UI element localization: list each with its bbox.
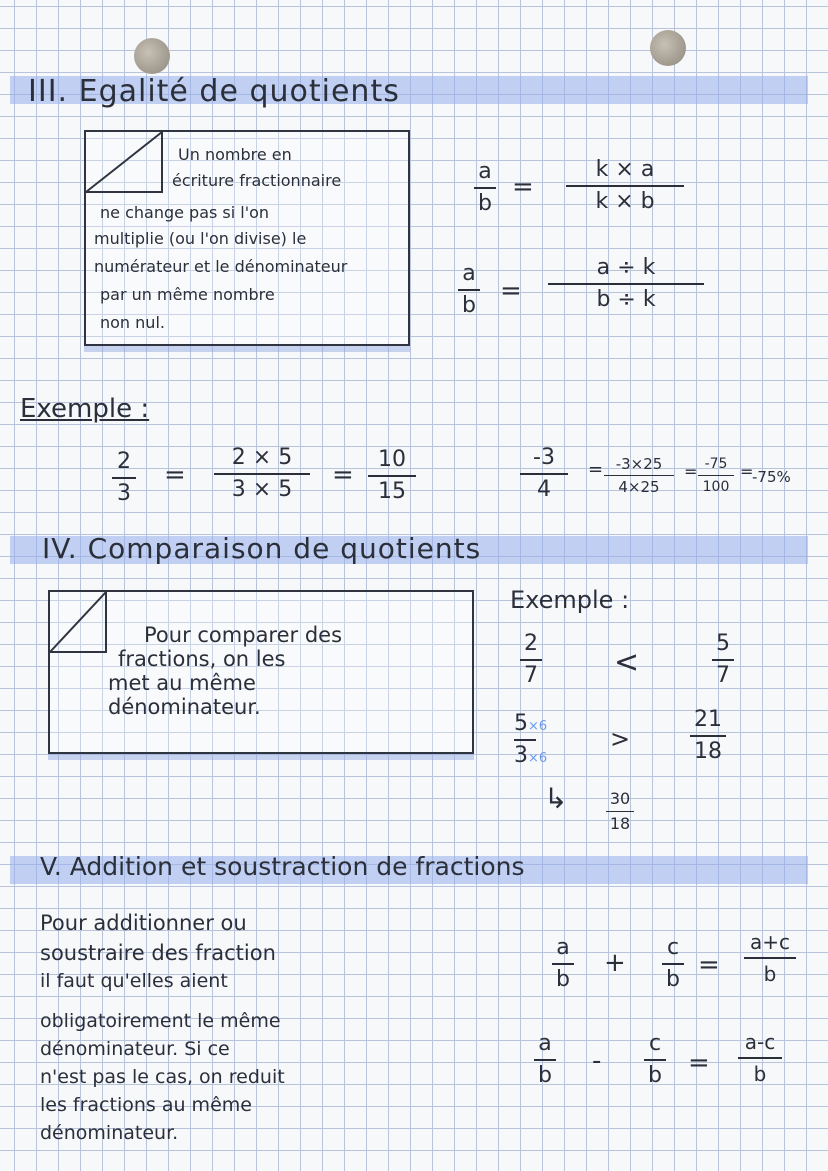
- rule-line: dénominateur.: [108, 695, 261, 719]
- rule-line: obligatoirement le même: [40, 1010, 281, 1032]
- fraction-minus3-4: -3 4: [520, 446, 568, 502]
- fraction-5-7: 5 7: [712, 632, 734, 688]
- fraction-a-over-b: a b: [458, 262, 480, 318]
- rule-box-egalite: [84, 130, 410, 346]
- rule-line: par un même nombre: [100, 285, 275, 304]
- fraction-a-plus-c-over-b: a+c b: [744, 930, 796, 986]
- multiplier-note: ×6: [528, 751, 548, 766]
- fraction-c-over-b: c b: [662, 936, 684, 992]
- rule-line: les fractions au même: [40, 1094, 252, 1116]
- binder-hole-left: [134, 38, 170, 74]
- rule-line: n'est pas le cas, on reduit: [40, 1066, 285, 1088]
- fraction-c-over-b: c b: [644, 1032, 666, 1088]
- fraction-ka-over-kb: k × a k × b: [566, 158, 684, 214]
- rule-line: fractions, on les: [118, 647, 286, 671]
- rule-line: Pour comparer des: [144, 623, 343, 647]
- rule-line: met au même: [108, 671, 256, 695]
- rule-line: Pour additionner ou: [40, 911, 247, 935]
- fraction-2x5-3x5: 2 × 5 3 × 5: [214, 446, 310, 502]
- equals-sign: =: [688, 1048, 710, 1078]
- rule-line: non nul.: [100, 313, 165, 332]
- fraction-a-over-b: a b: [474, 160, 496, 216]
- greater-than-sign: >: [610, 725, 631, 753]
- equals-sign: =: [588, 459, 604, 480]
- section-5-title: V. Addition et soustraction de fractions: [40, 852, 525, 881]
- plus-sign: +: [604, 948, 626, 978]
- example-label: Exemple :: [20, 394, 150, 424]
- example-label: Exemple :: [510, 586, 630, 614]
- minus-sign: -: [592, 1046, 602, 1076]
- percent-result: -75%: [752, 468, 791, 486]
- rule-line: dénominateur.: [40, 1122, 179, 1144]
- equals-sign: =: [698, 950, 720, 980]
- rule-line: Un nombre en: [178, 145, 292, 164]
- rule-line: ne change pas si l'on: [100, 203, 270, 222]
- fraction-a-div-k-over-b-div-k: a ÷ k b ÷ k: [548, 256, 704, 312]
- arrow-icon: ↳: [544, 782, 568, 815]
- equals-sign: =: [512, 172, 534, 202]
- fraction-5x6-3x6: 5×6 3×6: [514, 711, 548, 768]
- folded-corner-icon: [48, 590, 108, 654]
- equals-sign: =: [740, 462, 754, 481]
- fraction-2-7: 2 7: [520, 632, 542, 688]
- rule-line: multiplie (ou l'on divise) le: [94, 229, 307, 248]
- multiplier-note: ×6: [528, 719, 548, 734]
- equals-sign: =: [164, 460, 186, 490]
- fraction-minus3x25-4x25: -3×25 4×25: [604, 456, 674, 495]
- less-than-sign: <: [614, 645, 640, 680]
- fraction-10-15: 10 15: [368, 448, 416, 504]
- fraction-a-over-b: a b: [552, 936, 574, 992]
- rule-line: dénominateur. Si ce: [40, 1038, 230, 1060]
- fraction-30-18: 30 18: [606, 790, 634, 833]
- equals-sign: =: [684, 462, 698, 481]
- equals-sign: =: [500, 276, 522, 306]
- rule-line: il faut qu'elles aient: [40, 970, 228, 992]
- rule-line: soustraire des fraction: [40, 941, 276, 965]
- rule-line: numérateur et le dénominateur: [94, 257, 348, 276]
- section-4-title: IV. Comparaison de quotients: [42, 532, 482, 565]
- fraction-2-3: 2 3: [112, 450, 136, 506]
- fraction-21-18: 21 18: [690, 708, 726, 764]
- rule-line: écriture fractionnaire: [172, 171, 342, 190]
- binder-hole-right: [650, 30, 686, 66]
- fraction-a-minus-c-over-b: a-c b: [738, 1030, 782, 1086]
- fraction-a-over-b: a b: [534, 1032, 556, 1088]
- fraction-minus75-100: -75 100: [698, 456, 734, 495]
- rule-box-comparaison: [48, 590, 474, 754]
- section-3-title: III. Egalité de quotients: [28, 74, 400, 109]
- equals-sign: =: [332, 460, 354, 490]
- folded-corner-icon: [84, 130, 164, 194]
